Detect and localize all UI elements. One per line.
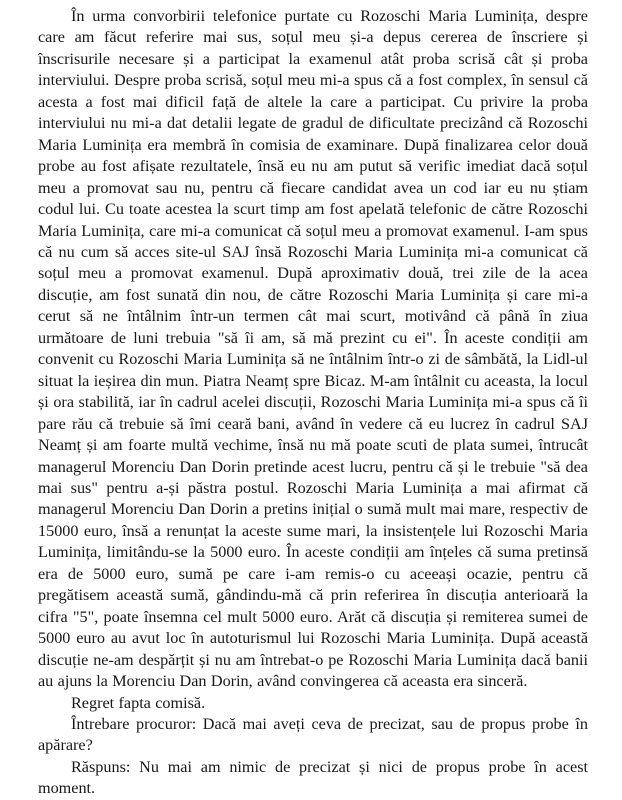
document-text-body <box>38 6 588 800</box>
paragraph-statement-main: În urma convorbirii telefonice purtate cu Rozoschi Maria Luminița, despre care am făcut referire mai sus, soțul meu și-a depus cererea de înscriere și înscrisurile necesare și a participat la examenul atât proba scrisă cât și proba interviului. Despre proba scrisă, soțul meu mi-a spus că a fost complex, în sensul că acesta a fost mai dificil față de altele la care a participat. Cu privire la proba interviului nu mi-a dat detalii legate de gradul de dificultate precizând că Rozoschi Maria Luminița era membră în comisia de examinare. După finalizarea celor două probe au fost afișate rezultatele, însă eu nu am putut să verific imediat dacă soțul meu a promovat sau nu, pentru că fiecare candidat avea un cod iar eu nu știam codul lui. Cu toate acestea la scurt timp am fost apelată telefonic de către Rozoschi Maria Luminița, care mi-a comunicat că soțul meu a promovat examenul. I-am spus că nu cum să acces site-ul SAJ însă Rozoschi Maria Luminița mi-a comunicat că soțul meu a promovat examenul. După aproximativ două, trei zile de la acea discuție, am fost sunată din nou, de către Rozoschi Maria Luminița și care mi-a cerut să ne întâlnim într-un termen cât mai scurt, motivând că până în ziua următoare de luni trebuia "să îi am, să mă prezint cu ei". În aceste condiții am convenit cu Rozoschi Maria Luminița să ne întâlnim într-o zi de sâmbătă, la Lidl-ul situat la ieșirea din mun. Piatra Neamț spre Bicaz. M-am întâlnit cu aceasta, la locul și ora stabilită, iar în cadrul acelei discuții, Rozoschi Maria Luminița mi-a spus că îi pare rău că trebuie să îmi ceară bani, având în vedere că eu lucrez în cadrul SAJ Neamț și am foarte multă vechime, însă nu mă poate scuti de plata sumei, întrucât managerul Morenciu Dan Dorin pretinde acest lucru, pentru că și le trebuie "să dea mai sus" pentru a-și păstra postul. Rozoschi Maria Luminița a mai afirmat că managerul Morenciu Dan Dorin a pretins inițial o sumă mult mai mare, respectiv de 15000 euro, însă a renunțat la aceste sume mari, la insistențele lui Rozoschi Maria Luminița, limitându-se la 5000 euro. În aceste condiții am înțeles că suma pretinsă era de 5000 euro, sumă pe care i-am remis-o cu aceeași ocazie, pentru că pregătisem această sumă, gândindu-mă că prin referirea în discuția anterioară la cifra "5", poate însemna cel mult 5000 euro. Arăt că discuția și remiterea sumei de 5000 euro au avut loc în autoturismul lui Rozoschi Maria Luminița. După această discuție ne-am despărțit și nu am întrebat-o pe Rozoschi Maria Luminița dacă banii au ajuns la Morenciu Dan Dorin, având convingerea că aceasta era sinceră. <box>38 7 588 691</box>
paragraph-answer: Răspuns: Nu mai am nimic de precizat și nici de propus probe în acest moment. <box>38 757 588 798</box>
paragraph-regret: Regret fapta comisă. <box>71 693 206 712</box>
paragraph-prosecutor-question: Întrebare procuror: Dacă mai aveți ceva de precizat, sau de propus probe în apărare? <box>38 714 588 755</box>
